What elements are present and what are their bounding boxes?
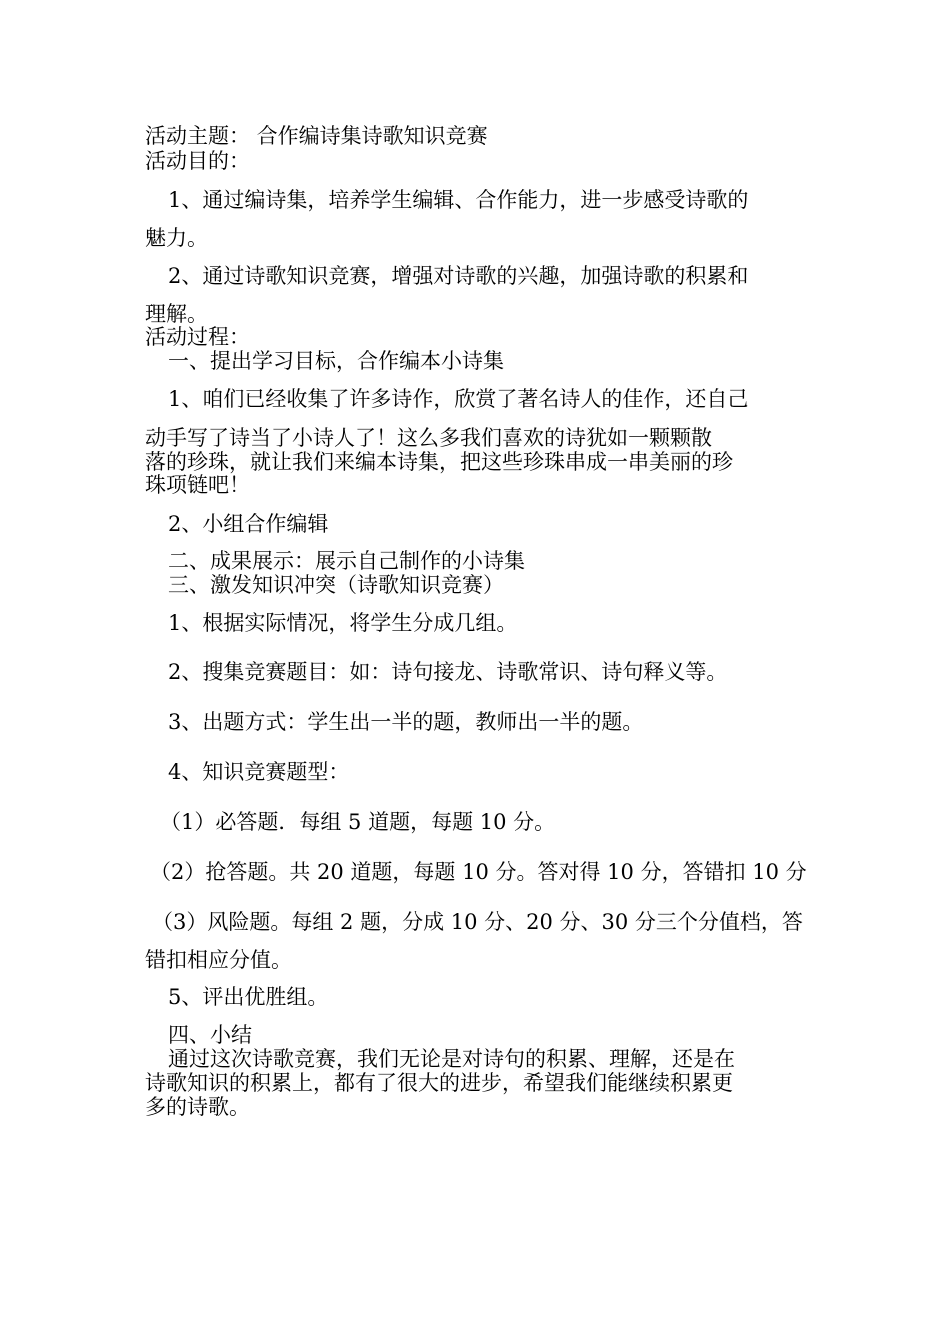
- step-3-item-2: 2、搜集竞赛题目：如：诗句接龙、诗歌常识、诗句释义等。: [168, 660, 728, 684]
- step-1-para-line-4: 珠项链吧！: [145, 473, 250, 497]
- step-1-para-line-1: 1、咱们已经收集了许多诗作，欣赏了著名诗人的佳作，还自己: [168, 387, 749, 411]
- step-3-item-4: 4、知识竞赛题型：: [168, 760, 350, 784]
- summary-line-2: 诗歌知识的积累上，都有了很大的进步，希望我们能继续积累更: [145, 1071, 733, 1095]
- goal-1-line-2: 魅力。: [145, 226, 208, 250]
- step-1-para-line-2: 动手写了诗当了小诗人了！这么多我们喜欢的诗犹如一颗颗散: [145, 426, 712, 450]
- question-type-2: （2）抢答题。共 20 道题，每题 10 分。答对得 10 分，答错扣 10 分: [150, 860, 807, 884]
- step-4-title: 四、小结: [168, 1023, 252, 1047]
- goal-heading: 活动目的：: [145, 149, 250, 173]
- step-3-item-5: 5、评出优胜组。: [168, 985, 329, 1009]
- step-2-title: 二、成果展示：展示自己制作的小诗集: [168, 549, 525, 573]
- question-type-3-line-2: 错扣相应分值。: [145, 948, 292, 972]
- goal-2-line-2: 理解。: [145, 302, 208, 326]
- step-3-item-1: 1、根据实际情况，将学生分成几组。: [168, 611, 518, 635]
- activity-theme: 活动主题： 合作编诗集诗歌知识竞赛: [145, 124, 488, 148]
- step-3-title: 三、激发知识冲突（诗歌知识竞赛）: [168, 573, 504, 597]
- question-type-3-line-1: （3）风险题。每组 2 题，分成 10 分、20 分、30 分三个分值档，答: [152, 910, 803, 934]
- step-1-para-line-3: 落的珍珠，就让我们来编本诗集，把这些珍珠串成一串美丽的珍: [145, 450, 733, 474]
- step-1-title: 一、提出学习目标，合作编本小诗集: [168, 349, 504, 373]
- step-1-para-2: 2、小组合作编辑: [168, 512, 329, 536]
- question-type-1: （1）必答题．每组 5 道题，每题 10 分。: [160, 810, 556, 834]
- summary-line-3: 多的诗歌。: [145, 1095, 250, 1119]
- step-3-item-3: 3、出题方式：学生出一半的题，教师出一半的题。: [168, 710, 644, 734]
- process-heading: 活动过程：: [145, 325, 250, 349]
- goal-2-line-1: 2、通过诗歌知识竞赛，增强对诗歌的兴趣，加强诗歌的积累和: [168, 264, 749, 288]
- goal-1-line-1: 1、通过编诗集，培养学生编辑、合作能力，进一步感受诗歌的: [168, 188, 749, 212]
- summary-line-1: 通过这次诗歌竞赛，我们无论是对诗句的积累、理解，还是在: [168, 1047, 735, 1071]
